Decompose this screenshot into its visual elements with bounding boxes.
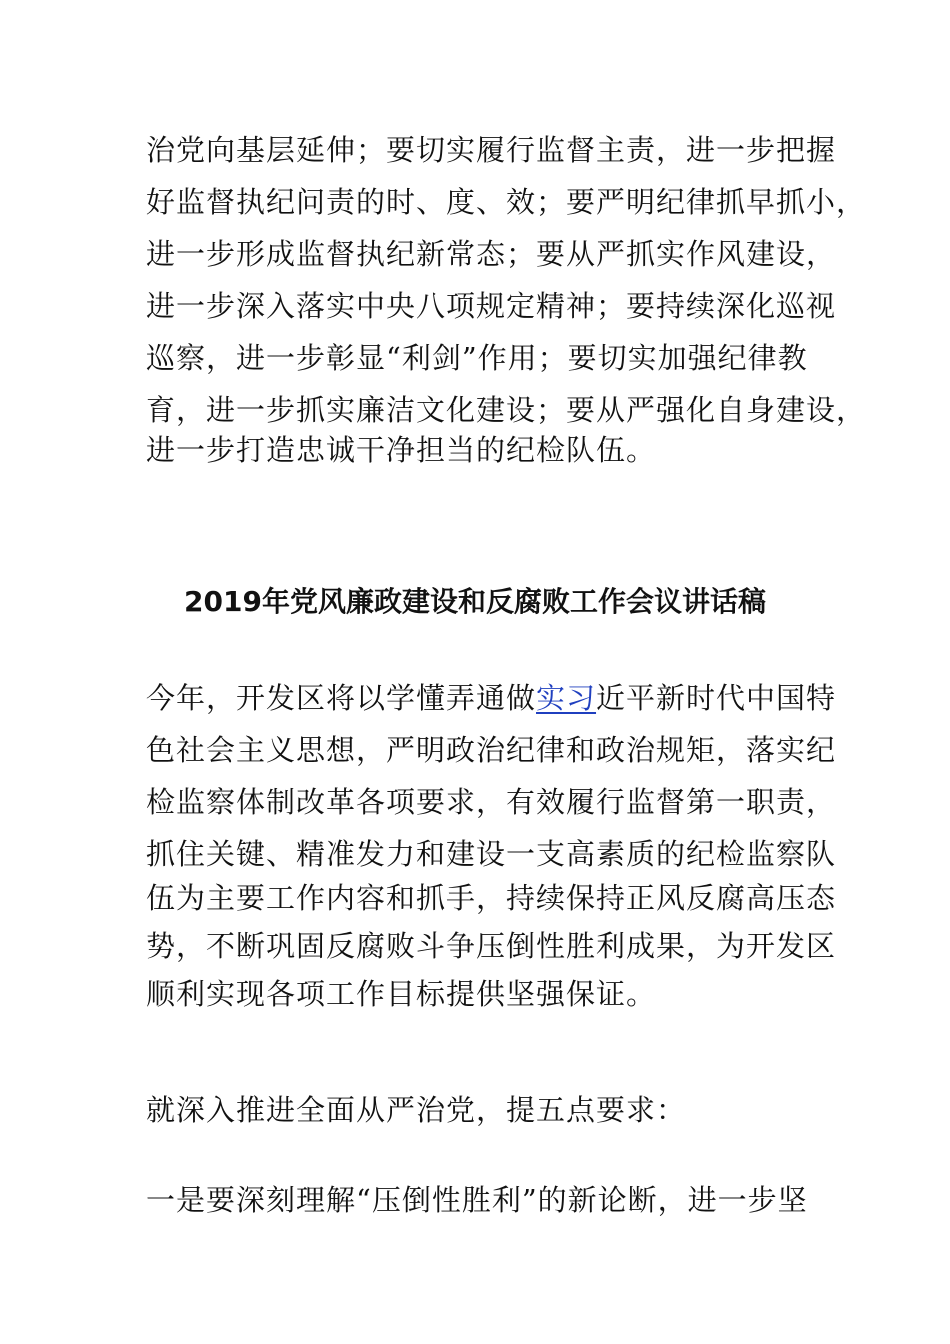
paragraph-line: 色社会主义思想，严明政治纪律和政治规矩，落实纪 <box>146 733 837 767</box>
paragraph-line: 就深入推进全面从严治党，提五点要求： <box>146 1093 687 1127</box>
paragraph-line: 一是要深刻理解“压倒性胜利”的新论断，进一步坚 <box>146 1183 808 1217</box>
document-title: 2019年党风廉政建设和反腐败工作会议讲话稿 <box>184 585 766 618</box>
paragraph-line: 检监察体制改革各项要求，有效履行监督第一职责， <box>146 785 837 819</box>
inline-link[interactable]: 实习 <box>536 681 597 715</box>
paragraph-line: 势，不断巩固反腐败斗争压倒性胜利成果，为开发区 <box>146 929 837 963</box>
paragraph-text: 今年，开发区将以学懂弄通做 <box>146 681 537 715</box>
paragraph-text: 近平新时代中国特 <box>596 681 837 715</box>
paragraph-line: 抓住关键、精准发力和建设一支高素质的纪检监察队 <box>146 837 837 871</box>
paragraph-line <box>146 678 837 718</box>
paragraph-line: 进一步打造忠诚干净担当的纪检队伍。 <box>146 433 657 467</box>
paragraph-line: 伍为主要工作内容和抓手，持续保持正风反腐高压态 <box>146 881 837 915</box>
paragraph-line: 育，进一步抓实廉洁文化建设；要从严强化自身建设， <box>146 393 867 427</box>
paragraph-line: 进一步形成监督执纪新常态；要从严抓实作风建设， <box>146 237 837 271</box>
paragraph-line: 好监督执纪问责的时、度、效；要严明纪律抓早抓小， <box>146 185 867 219</box>
paragraph-line: 治党向基层延伸；要切实履行监督主责，进一步把握 <box>146 133 837 167</box>
paragraph-line: 顺利实现各项工作目标提供坚强保证。 <box>146 977 657 1011</box>
paragraph-line: 进一步深入落实中央八项规定精神；要持续深化巡视 <box>146 289 837 323</box>
paragraph-line: 巡察，进一步彰显“利剑”作用；要切实加强纪律教 <box>146 341 808 375</box>
